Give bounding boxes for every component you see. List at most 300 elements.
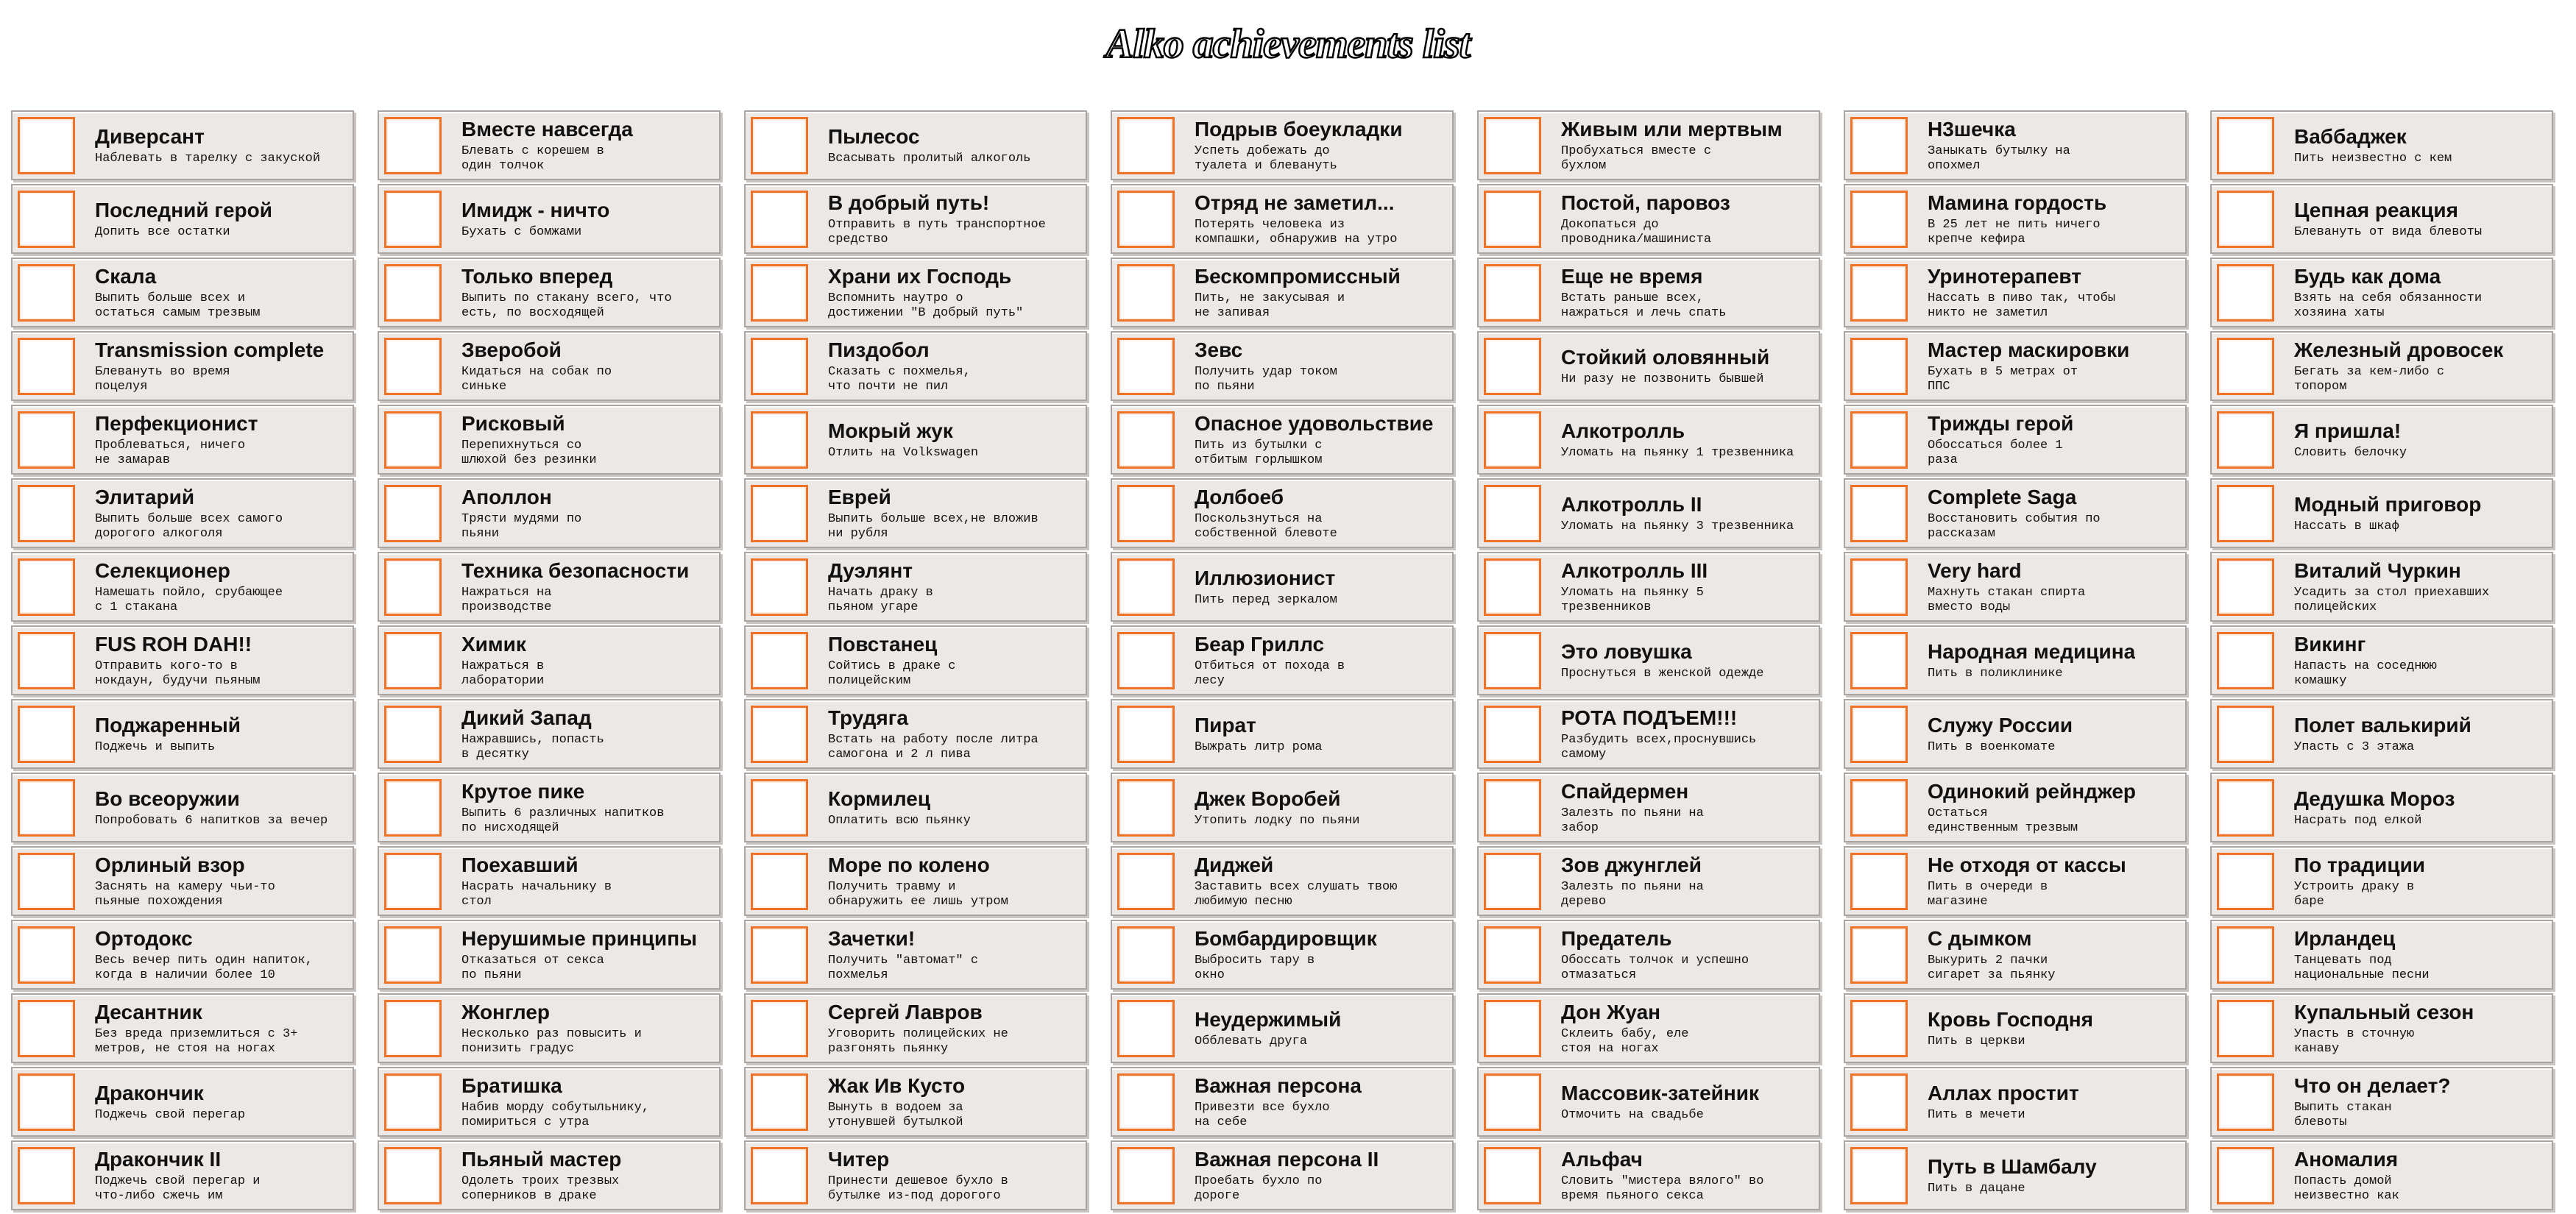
achievements-grid [11,110,2565,1214]
achievement-text [1928,780,2136,836]
achievement-card [378,331,721,401]
achievement-badge-icon [1117,117,1175,174]
achievement-text [828,265,1023,321]
achievement-text [95,338,324,394]
achievement-title: Что он делает? [2294,1073,2451,1097]
achievement-text [1561,265,1726,321]
achievement-title: Спайдермен [1561,779,1689,803]
achievement-badge-icon [751,1000,808,1057]
achievement-title: Долбоеб [1195,485,1284,508]
achievement-badge-icon [1484,926,1541,984]
achievement-badge-icon [1117,558,1175,616]
achievement-description: Пить из бутылки с отбитым горлышком [1195,438,1323,467]
achievement-card [2210,478,2553,548]
achievement-badge-icon [384,779,442,837]
achievement-title: Complete Saga [1928,485,2077,508]
achievement-badge-icon [1850,485,1908,542]
achievement-description: Поскользнуться на собственной блевоте [1195,511,1337,541]
achievement-description: Трясти мудями по пьяни [461,511,582,541]
achievement-card [744,773,1087,842]
achievement-badge-icon [1484,1147,1541,1204]
achievement-description: Встать на работу после литра самогона и 2 л пива [828,732,1038,762]
achievement-badge-icon [384,411,442,469]
achievement-card [1477,625,1820,695]
achievement-description: Пить в очереди в магазине [1928,879,2048,909]
achievement-text [2294,265,2482,321]
achievement-title: Мастер маскировки [1928,338,2130,361]
achievement-text [95,787,328,828]
achievement-title: Подрыв боеукладки [1195,117,1403,141]
achievement-text [2294,787,2455,828]
achievement-title: Читер [828,1147,890,1171]
achievement-badge-icon [18,191,75,248]
achievement-text [2294,1001,2474,1057]
achievement-title: Повстанец [828,632,938,656]
achievement-badge-icon [1484,338,1541,395]
achievement-card [378,625,721,695]
achievement-description: Уломать на пьянку 3 трезвенника [1561,519,1794,533]
achievement-text [828,633,955,689]
achievement-card [744,625,1087,695]
achievement-text [1928,714,2073,755]
achievement-title: Жак Ив Кусто [828,1073,966,1097]
achievement-description: Кидаться на собак по синьке [461,364,612,394]
achievement-text [1195,633,1345,689]
achievement-description: Взять на себя обязанности хозяина хаты [2294,291,2483,320]
achievement-title: Very hard [1928,558,2022,582]
achievement-card [378,699,721,769]
achievement-description: Утопить лодку по пьяни [1195,813,1360,828]
achievement-title: Модный приговор [2294,492,2482,516]
achievement-text [828,1148,1008,1204]
achievement-card [2210,1067,2553,1137]
achievement-title: Последний герой [95,198,272,221]
achievement-badge-icon [751,411,808,469]
achievement-text [1561,640,1763,681]
achievement-text [828,787,971,828]
achievement-card [1844,478,2187,548]
achievement-description: Нажраться на производстве [461,585,552,614]
page-title: Alko achievements list [1105,21,1471,67]
achievement-description: Выпить больше всех,не вложив ни рубля [828,511,1038,541]
achievement-title: Кормилец [828,787,931,810]
achievement-text [828,419,978,461]
achievement-text [1195,927,1377,983]
achievement-badge-icon [18,264,75,322]
achievement-description: Пить перед зеркалом [1195,592,1337,607]
achievement-column [1844,110,2187,1214]
achievement-card [744,993,1087,1063]
achievement-text [2294,633,2437,689]
achievement-card [11,920,354,990]
achievement-text [1561,1082,1759,1123]
achievement-title: Аномалия [2294,1147,2399,1171]
achievement-description: Ни разу не позвонить бывшей [1561,372,1764,386]
achievement-badge-icon [384,853,442,910]
achievement-column [1477,110,1820,1214]
achievement-badge-icon [751,191,808,248]
achievement-title: Только вперед [461,264,613,288]
achievement-title: Аллах простит [1928,1081,2079,1104]
achievement-card [1111,1140,1454,1210]
achievement-text [2294,419,2407,461]
achievement-description: Принести дешевое бухло в бутылке из-под дорогого [828,1174,1008,1203]
achievement-description: Упасть с 3 этажа [2294,739,2415,754]
achievement-card [744,184,1087,254]
achievement-description: Без вреда приземлиться с 3+ метров, не стоя на ногах [95,1026,298,1056]
achievement-badge-icon [1850,264,1908,322]
achievement-badge-icon [1850,1147,1908,1204]
achievement-title: Скала [95,264,157,288]
achievement-description: Несколько раз повысить и понизить градус [461,1026,642,1056]
achievement-card [1477,1067,1820,1137]
achievement-description: Залезть по пьяни на дерево [1561,879,1704,909]
achievement-badge-icon [384,264,442,322]
achievement-text [1928,486,2101,542]
achievement-title: Постой, паровоз [1561,191,1730,214]
achievement-card [1477,699,1820,769]
achievement-description: В 25 лет не пить ничего крепче кефира [1928,217,2101,246]
achievement-description: Уговорить полицейских не разгонять пьянку [828,1026,1008,1056]
achievement-title: Селекционер [95,558,230,582]
achievement-text [461,559,689,615]
achievement-card [378,258,721,327]
achievement-title: Я пришла! [2294,419,2402,442]
achievement-card [2210,552,2553,622]
achievement-text [828,191,1046,247]
achievement-description: Выбросить тару в окно [1195,953,1315,982]
achievement-description: Начать драку в пьяном угаре [828,585,933,614]
achievement-title: Зверобой [461,338,562,361]
achievement-text [1561,1148,1763,1204]
achievement-card [378,846,721,916]
achievement-description: Пить в дацане [1928,1181,2025,1196]
achievement-card [744,331,1087,401]
achievement-badge-icon [1484,632,1541,689]
achievement-badge-icon [18,1073,75,1131]
achievement-title: Купальный сезон [2294,1000,2474,1023]
achievement-description: Наблевать в тарелку с закуской [95,151,321,166]
achievement-description: Напасть на соседнюю комашку [2294,659,2437,688]
achievement-text [461,265,672,321]
achievement-card [1111,699,1454,769]
achievement-title: Орлиный взор [95,853,245,876]
achievement-text [1195,787,1359,828]
achievement-card [744,846,1087,916]
achievement-title: РОТА ПОДЪЕМ!!! [1561,706,1738,729]
achievement-card [1844,846,2187,916]
achievement-badge-icon [1117,1073,1175,1131]
achievement-badge-icon [1117,191,1175,248]
achievement-description: Уломать на пьянку 5 трезвенников [1561,585,1704,614]
achievement-card [1111,1067,1454,1137]
achievement-column [11,110,354,1214]
achievement-card [1844,920,2187,990]
achievement-title: Важная персона II [1195,1147,1379,1171]
achievement-text [1561,346,1769,387]
achievement-badge-icon [1850,191,1908,248]
achievement-title: Цепная реакция [2294,198,2458,221]
achievement-card [1477,920,1820,990]
achievement-badge-icon [2217,338,2274,395]
achievement-text [2294,714,2471,755]
achievement-title: Дикий Запад [461,706,592,729]
achievement-badge-icon [1484,1073,1541,1131]
achievement-title: FUS ROH DAH!! [95,632,252,656]
achievement-text [461,486,581,542]
achievement-text [461,1148,621,1204]
achievement-card [1111,405,1454,475]
achievement-description: Заставить всех слушать твою любимую песню [1195,879,1398,909]
achievement-description: Пить в мечети [1928,1107,2025,1122]
achievement-badge-icon [1484,1000,1541,1057]
achievement-text [1561,1001,1688,1057]
achievement-title: Железный дровосек [2294,338,2504,361]
achievement-title: Важная персона [1195,1073,1362,1097]
achievement-card [1477,1140,1820,1210]
achievement-card [378,478,721,548]
achievement-badge-icon [1484,485,1541,542]
achievement-title: Зачетки! [828,926,916,950]
achievement-badge-icon [751,926,808,984]
achievement-card [1111,846,1454,916]
achievement-text [828,706,1038,762]
achievement-badge-icon [1117,411,1175,469]
achievement-card [378,552,721,622]
achievement-card [378,110,721,180]
achievement-text [1928,927,2055,983]
achievement-description: Вспомнить наутро о достижении "В добрый путь" [828,291,1024,320]
achievement-badge-icon [751,1073,808,1131]
achievement-card [1477,110,1820,180]
achievement-text [95,559,283,615]
achievement-description: Выпить больше всех самого дорогого алкоголя [95,511,283,541]
achievement-badge-icon [1484,117,1541,174]
achievement-badge-icon [751,632,808,689]
achievement-badge-icon [751,706,808,763]
achievement-badge-icon [384,706,442,763]
achievement-badge-icon [18,338,75,395]
achievement-text [1195,412,1434,468]
achievement-description: Заснять на камеру чьи-то пьяные похождения [95,879,275,909]
achievement-card [1111,331,1454,401]
achievement-text [1561,706,1756,762]
achievement-description: Склеить бабу, еле стоя на ногах [1561,1026,1689,1056]
achievement-title: Трудяга [828,706,908,729]
achievement-description: Нажравшись, попасть в десятку [461,732,604,762]
achievement-title: Иллюзионист [1195,566,1336,589]
achievement-title: Стойкий оловянный [1561,345,1770,369]
achievement-card [378,184,721,254]
achievement-title: По традиции [2294,853,2426,876]
achievement-card [1477,846,1820,916]
achievement-title: Отряд не заметил... [1195,191,1395,214]
achievement-card [744,258,1087,327]
achievement-text [1561,493,1794,534]
achievement-card [11,405,354,475]
achievement-title: Братишка [461,1073,562,1097]
achievement-title: Сергей Лавров [828,1000,983,1023]
achievement-badge-icon [1117,853,1175,910]
achievement-description: Проебать бухло по дороге [1195,1174,1323,1203]
achievement-text [828,927,978,983]
achievement-card [11,846,354,916]
achievement-title: Диверсант [95,124,205,148]
achievement-badge-icon [18,1147,75,1204]
achievement-text [461,633,544,689]
achievement-card [2210,920,2553,990]
achievement-description: Сойтись в драке с полицейским [828,659,956,688]
achievement-description: Намешать пойло, срубающее с 1 стакана [95,585,283,614]
achievement-text [95,486,283,542]
achievement-title: Храни их Господь [828,264,1012,288]
achievement-badge-icon [1850,117,1908,174]
achievement-text [95,265,260,321]
achievement-description: Пить в военкомате [1928,739,2056,754]
achievement-description: Выпить больше всех и остаться самым трезвым [95,291,261,320]
achievement-title: Дедушка Мороз [2294,787,2455,810]
achievement-badge-icon [751,853,808,910]
achievement-description: Одолеть троих трезвых соперников в драке [461,1174,620,1203]
achievement-card [1844,773,2187,842]
achievement-card [2210,110,2553,180]
achievement-description: Обоссаться более 1 раза [1928,438,2063,467]
achievement-text [1561,191,1730,247]
achievement-text [95,412,258,468]
achievement-card [2210,258,2553,327]
achievement-title: Н3шечка [1928,117,2016,141]
achievement-text [95,1001,297,1057]
achievement-title: Бескомпромиссный [1195,264,1401,288]
achievement-title: Жонглер [461,1000,551,1023]
achievement-text [461,780,664,836]
achievement-description: Поджечь и выпить [95,739,216,754]
achievement-description: Поджечь свой перегар и что-либо сжечь им [95,1174,261,1203]
achievement-title: Вместе навсегда [461,117,633,141]
achievement-badge-icon [384,1073,442,1131]
achievement-description: Поджечь свой перегар [95,1107,246,1122]
achievement-card [744,552,1087,622]
achievement-card [744,920,1087,990]
achievement-description: Привезти все бухло на себе [1195,1100,1330,1129]
achievement-description: Нажраться в лаборатории [461,659,545,688]
achievement-badge-icon [384,191,442,248]
achievement-title: Служу России [1928,713,2073,736]
achievement-card [2210,331,2553,401]
achievement-description: Вынуть в водоем за утонувшей бутылкой [828,1100,963,1129]
achievement-description: Насрать начальнику в стол [461,879,612,909]
achievement-card [1111,258,1454,327]
achievement-text [1195,118,1403,174]
achievement-text [1195,853,1397,909]
achievement-description: Получить "автомат" с похмелья [828,953,979,982]
achievement-description: Получить травму и обнаружить ее лишь утром [828,879,1008,909]
achievement-card [11,993,354,1063]
achievement-badge-icon [384,632,442,689]
achievement-badge-icon [751,338,808,395]
achievement-card [1844,184,2187,254]
achievement-badge-icon [1484,853,1541,910]
achievement-description: Выжрать литр рома [1195,739,1323,754]
achievement-description: Блевануть от вида блевоты [2294,224,2483,239]
achievement-title: Беар Гриллс [1195,632,1325,656]
achievement-text [1928,1082,2079,1123]
achievement-card [11,625,354,695]
achievement-text [1195,191,1397,247]
achievement-card [378,993,721,1063]
achievement-title: Ирландец [2294,926,2396,950]
achievement-title: Море по колено [828,853,990,876]
achievement-description: Пробухаться вместе с бухлом [1561,143,1712,173]
achievement-title: Зов джунглей [1561,853,1702,876]
achievement-card [2210,625,2553,695]
achievement-card [1844,552,2187,622]
achievement-text [1195,1008,1341,1049]
achievement-description: Устроить драку в баре [2294,879,2415,909]
achievement-card [2210,699,2553,769]
achievement-badge-icon [1117,779,1175,837]
achievement-card [1844,258,2187,327]
achievement-badge-icon [1850,411,1908,469]
achievement-description: Оплатить всю пьянку [828,813,971,828]
achievement-card [11,699,354,769]
achievement-badge-icon [1117,706,1175,763]
achievement-description: Выпить 6 различных напитков по нисходящей [461,806,665,835]
achievement-text [828,1001,1008,1057]
achievement-badge-icon [1850,558,1908,616]
achievement-text [1928,191,2106,247]
achievement-badge-icon [2217,1073,2274,1131]
achievement-description: Насрать под елкой [2294,813,2422,828]
achievement-title: Это ловушка [1561,639,1692,663]
achievement-title: Дракончик II [95,1147,222,1171]
achievement-card [378,1140,721,1210]
achievement-card [1844,331,2187,401]
achievement-text [1928,1008,2093,1049]
achievement-card [378,405,721,475]
achievement-card [2210,846,2553,916]
achievement-text [1928,118,2070,174]
achievement-description: Восстановить события по рассказам [1928,511,2101,541]
achievement-card [1477,993,1820,1063]
achievement-badge-icon [18,706,75,763]
achievement-text [1561,559,1708,615]
achievement-description: Отправить кого-то в нокдаун, будучи пьяным [95,659,261,688]
achievement-title: Пылесос [828,124,920,148]
achievement-card [11,1140,354,1210]
achievement-badge-icon [1850,779,1908,837]
achievement-title: Крутое пике [461,779,585,803]
achievement-description: Попробовать 6 напитков за вечер [95,813,328,828]
achievement-title: Нерушимые принципы [461,926,698,950]
achievement-card [2210,993,2553,1063]
achievement-card [2210,773,2553,842]
achievement-title: Алкотролль III [1561,558,1708,582]
achievement-card [744,1140,1087,1210]
achievement-card [2210,1140,2553,1210]
achievement-text [95,853,275,909]
achievement-card [744,478,1087,548]
achievement-title: Имидж - ничто [461,198,610,221]
achievement-title: Кровь Господня [1928,1007,2093,1031]
achievement-text [2294,1074,2450,1130]
achievement-description: Отказаться от секса по пьяни [461,953,604,982]
achievement-card [11,478,354,548]
achievement-badge-icon [1850,926,1908,984]
achievement-title: Диджей [1195,853,1274,876]
achievement-title: Аполлон [461,485,552,508]
achievement-description: Пить в церкви [1928,1034,2025,1048]
